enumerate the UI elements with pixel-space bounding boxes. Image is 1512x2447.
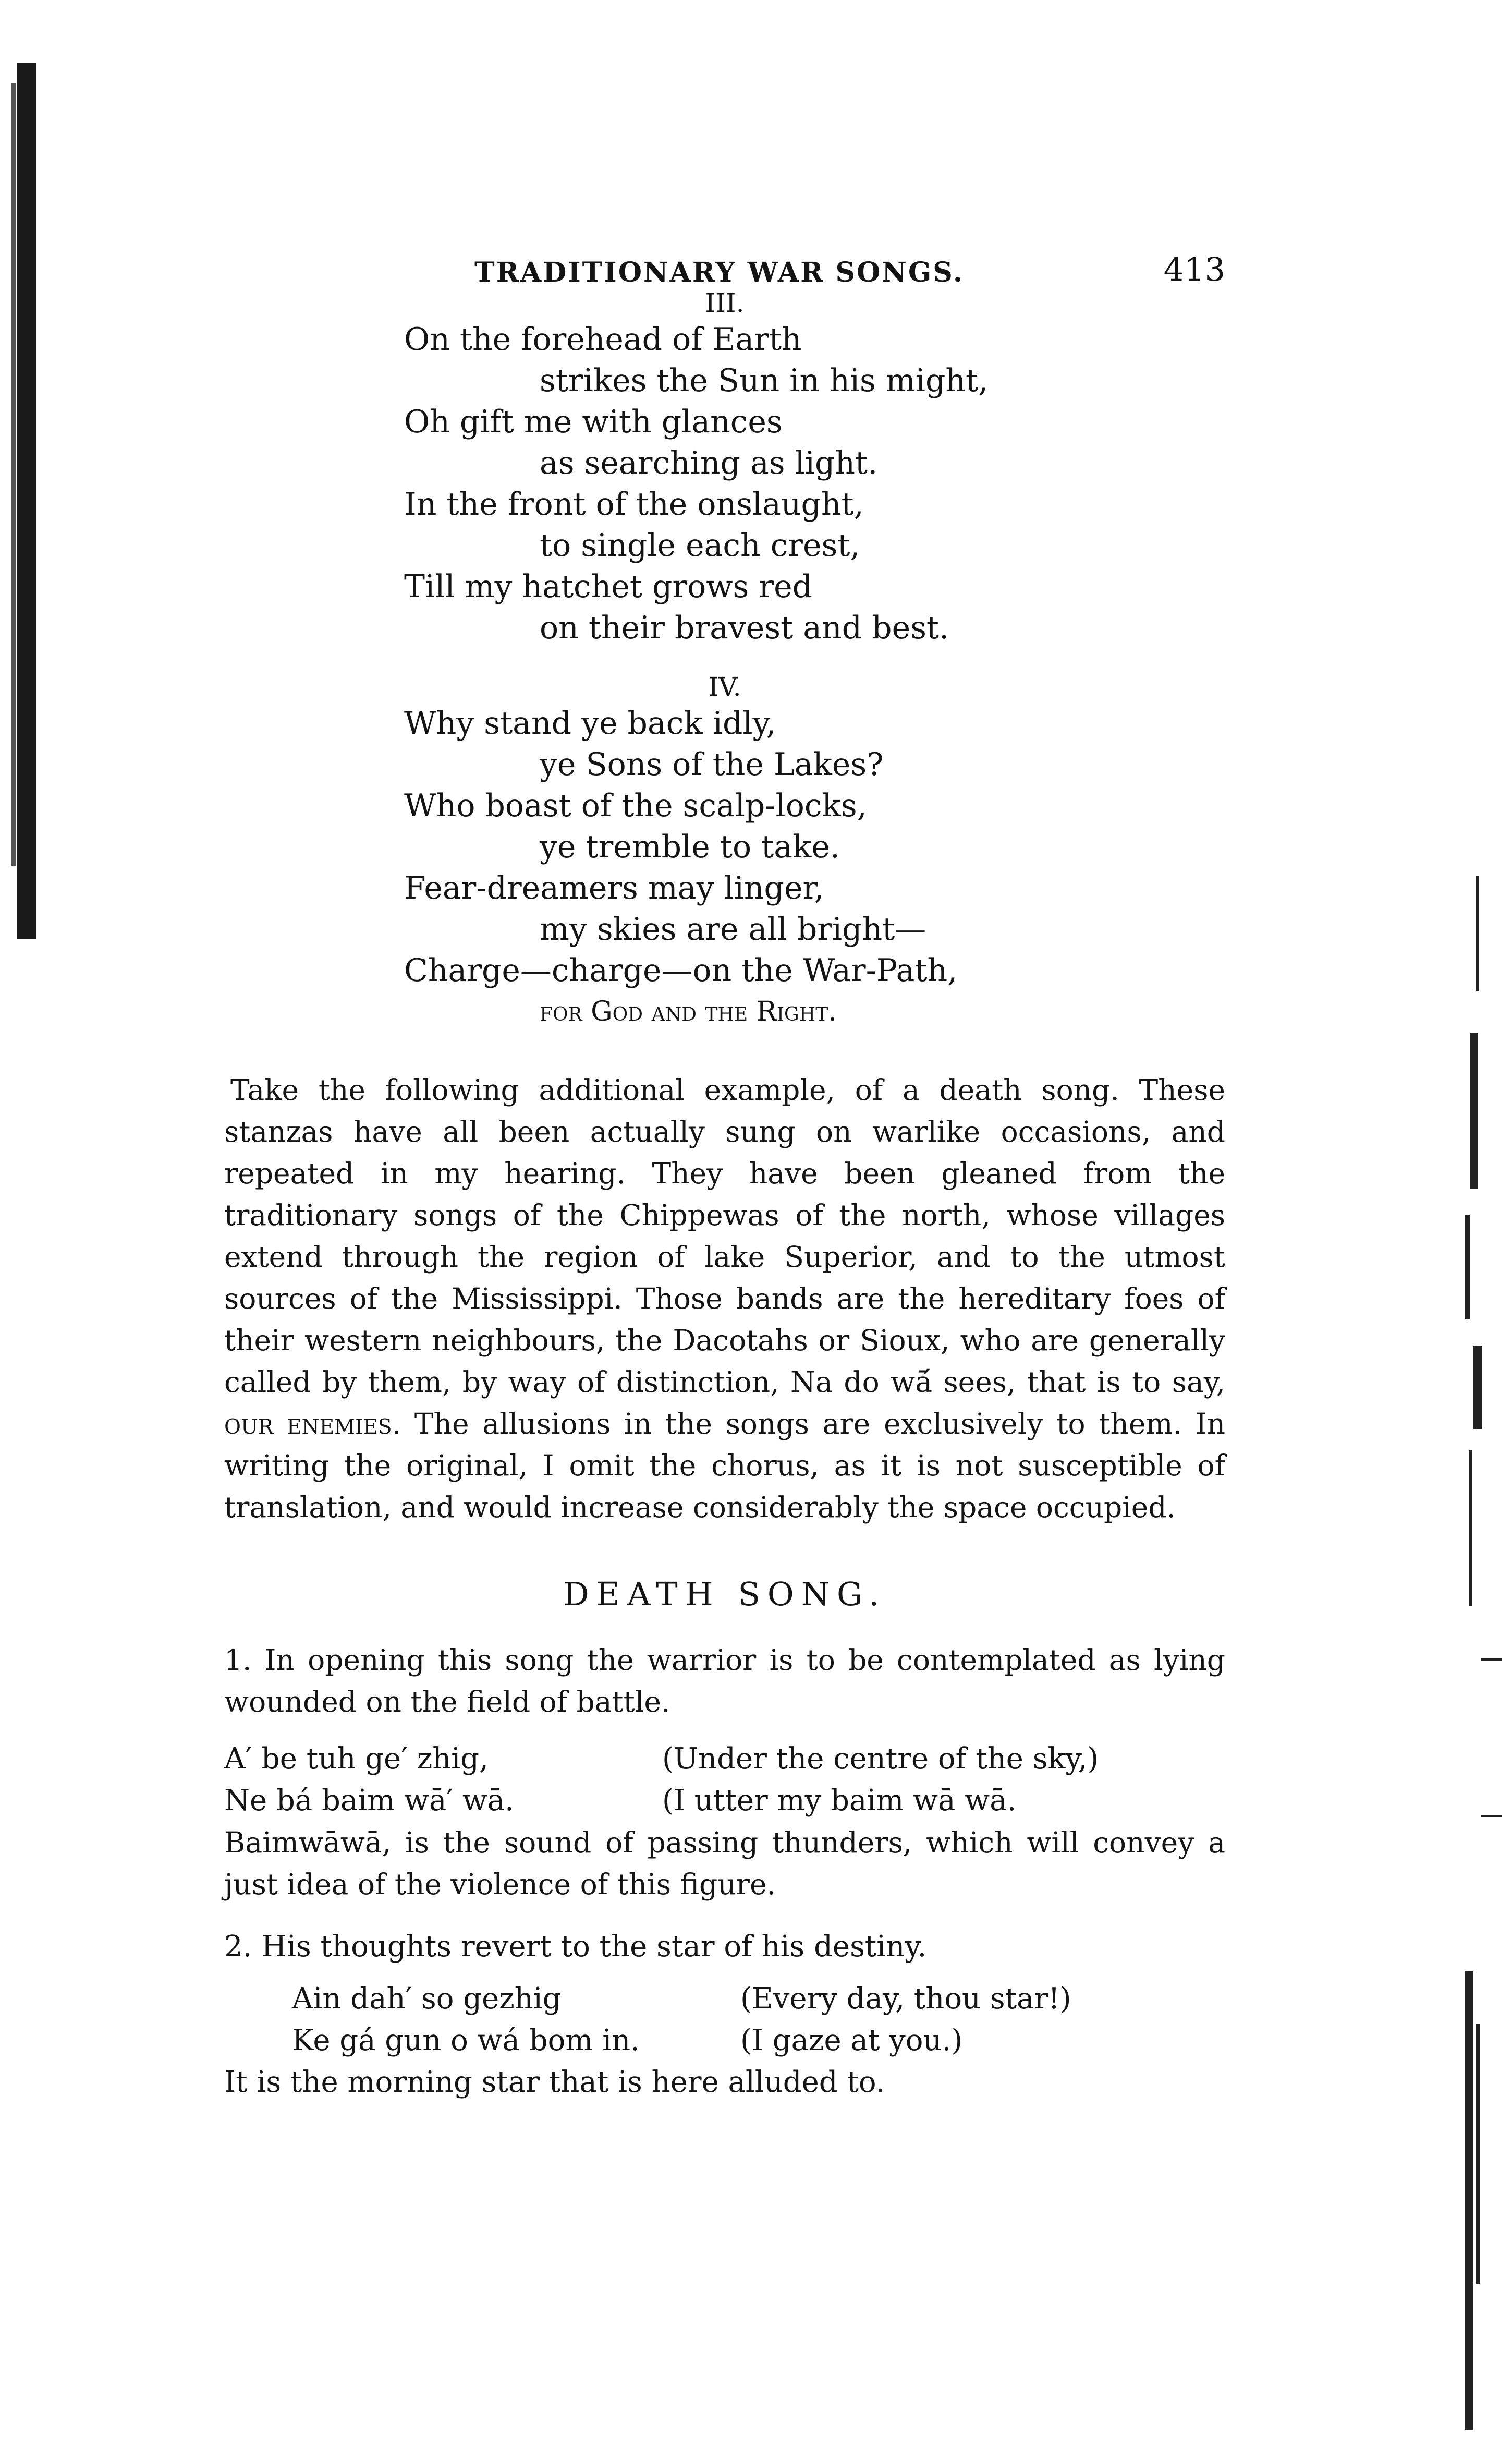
verse-pair — [292, 2020, 1225, 2062]
verse-line: Till my hatchet grows red — [404, 568, 813, 605]
stanza-number-3: III. — [705, 288, 745, 318]
binding-shadow — [17, 63, 36, 939]
verse-line: to single each crest, — [540, 527, 860, 564]
translation-line: (Under the centre of the sky,) — [662, 1742, 1099, 1776]
intro-paragraph — [224, 1069, 1225, 1528]
verse-line: On the forehead of Earth — [404, 321, 802, 358]
item-2-text: 2. His thoughts revert to the star of his destiny. — [224, 1930, 927, 1964]
intro-smallcaps: our enemies. — [224, 1407, 401, 1440]
binding-shadow-inner — [11, 83, 16, 866]
page-number: 413 — [1163, 250, 1225, 288]
native-line: Ain dah′ so gezhig — [292, 1982, 562, 2016]
verse-line: Charge—charge—on the War-Path, — [404, 952, 958, 989]
book-page — [224, 229, 1225, 2103]
section-heading: DEATH SONG. — [563, 1575, 887, 1613]
verse-line: my skies are all bright— — [540, 911, 926, 948]
item-1-note — [224, 1822, 1225, 1905]
intro-text-end: The allusions in the songs are exclusively to them. In writing the original, I omit the chorus, as it is not susceptible of translation, and would increase considerably the space occupied. — [224, 1407, 1226, 1524]
item-2-note: It is the morning star that is here alluded to. — [224, 2065, 885, 2099]
death-song-item-1 — [224, 1639, 1225, 1723]
verse-line: ye Sons of the Lakes? — [540, 746, 884, 783]
verse-line: Oh gift me with glances — [404, 404, 783, 440]
verse-line: ye tremble to take. — [540, 829, 840, 865]
translation-line: (Every day, thou star!) — [740, 1982, 1071, 2016]
item-1-text: 1. In opening this song the warrior is to be contemplated as lying wounded on the field of battle. — [224, 1643, 1225, 1718]
stanza-number-4: IV. — [708, 672, 741, 702]
verse-line: as searching as light. — [540, 445, 878, 481]
verse-block-1 — [224, 1738, 1225, 1822]
verse-line: Fear-dreamers may linger, — [404, 870, 824, 906]
running-title: TRADITIONARY WAR SONGS. — [474, 257, 965, 288]
verse-pair — [224, 1780, 1225, 1822]
translation-line: (I utter my baim wā wā. — [662, 1784, 1017, 1818]
intro-text: Take the following additional example, of a death song. These stanzas have all been actually sung on warlike occasions, and repeated in my hearing. They have been gleaned from the traditionary songs of the Chippewas of the north, whose villages extend through the region of lake Superior, and to the utmost sources of the Mississippi. Those bands are the hereditary foes of their western neighbours, the Dacotahs or Sioux, who are generally called by them, by way of distinction, Na do wā́ sees, that is to say, — [224, 1073, 1225, 1399]
native-line: Ne bá baim wā′ wā. — [224, 1784, 514, 1818]
verse-line: Who boast of the scalp-locks, — [404, 788, 867, 824]
native-line: A′ be tuh ge′ zhig, — [224, 1742, 489, 1776]
verse-pair — [224, 1738, 1225, 1780]
native-line: Ke gá gun o wá bom in. — [292, 2024, 640, 2057]
verse-line: on their bravest and best. — [540, 610, 949, 646]
stanza-4 — [404, 703, 1225, 1033]
verse-line: Why stand ye back idly, — [404, 705, 776, 742]
verse-line: strikes the Sun in his might, — [540, 362, 989, 399]
translation-line: (I gaze at you.) — [740, 2024, 963, 2057]
verse-pair — [292, 1978, 1225, 2020]
page-edge-marks — [1455, 94, 1496, 2441]
verse-block-2 — [224, 1978, 1225, 2062]
stanza-3 — [404, 319, 1225, 649]
running-head — [224, 229, 1225, 287]
item-1-note-text: Baimwāwā, is the sound of passing thunders, which will convey a just idea of the violence of this figure. — [224, 1826, 1225, 1901]
verse-line: In the front of the onslaught, — [404, 486, 864, 523]
verse-line: for God and the Right. — [540, 996, 837, 1027]
